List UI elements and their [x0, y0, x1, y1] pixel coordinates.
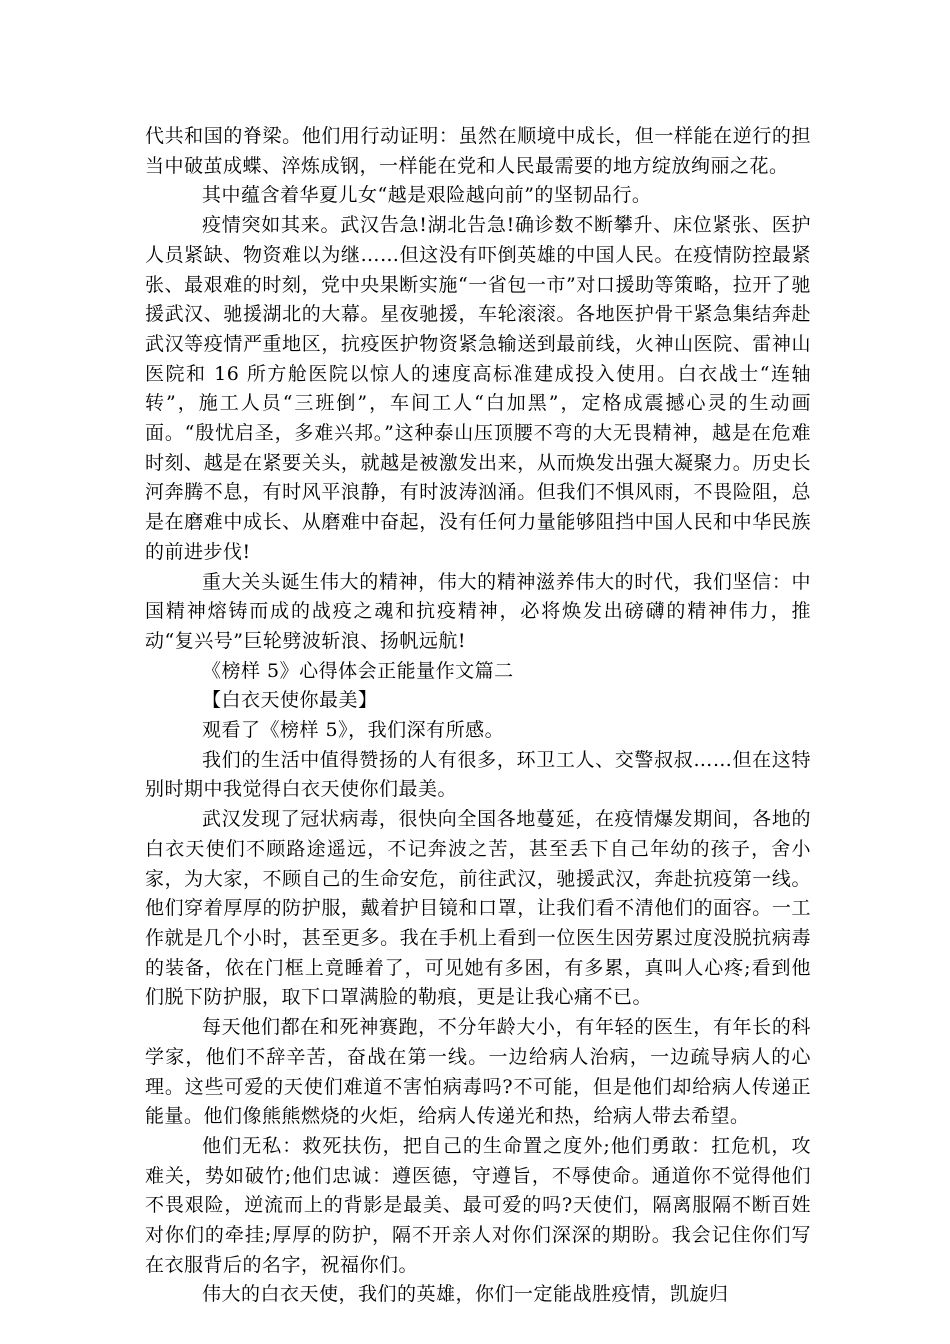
paragraph-8: 我们的生活中值得赞扬的人有很多，环卫工人、交警叔叔……但在这特别时期中我觉得白衣天使你们最美。 — [145, 748, 811, 801]
paragraph-9: 武汉发现了冠状病毒，很快向全国各地蔓延，在疫情爆发期间，各地的白衣天使们不顾路途遥远，不记奔波之苦，甚至丢下自己年幼的孩子，舍小家，为大家，不顾自己的生命安危，前往武汉，驰援武汉，奔赴抗疫第一线。他们穿着厚厚的防护服，戴着护目镜和口罩，让我们看不清他们的面容。一工作就是几个小时，甚至更多。我在手机上看到一位医生因劳累过度没脱抗病毒的装备，依在门框上竟睡着了，可见她有多困，有多累，真叫人心疼;看到他们脱下防护服，取下口罩满脸的勒痕，更是让我心痛不已。 — [145, 808, 811, 1009]
paragraph-2: 其中蕴含着华夏儿女“越是艰险越向前”的坚韧品行。 — [202, 184, 652, 207]
paragraph-1: 代共和国的脊梁。他们用行动证明：虽然在顺境中成长，但一样能在逆行的担当中破茧成蝶、淬炼成钢，一样能在党和人民最需要的地方绽放绚丽之花。 — [145, 125, 811, 177]
section-title: 《榜样 5》心得体会正能量作文篇二 — [202, 659, 514, 682]
document-body — [145, 122, 811, 1310]
paragraph-11: 他们无私：救死扶伤，把自己的生命置之度外;他们勇敢：扛危机，攻难关，势如破竹;他们忠诚：遵医德，守遵旨，不辱使命。通道你不觉得他们不畏艰险，逆流而上的背影是最美、最可爱的吗?天使们，隔离服隔不断百姓对你们的牵挂;厚厚的防护，隔不开亲人对你们深深的期盼。我会记住你们写在衣服背后的名字，祝福你们。 — [145, 1134, 811, 1276]
section-subtitle: 【白衣天使你最美】 — [202, 689, 378, 712]
paragraph-7: 观看了《榜样 5》，我们深有所感。 — [202, 719, 505, 742]
paragraph-12: 伟大的白衣天使，我们的英雄，你们一定能战胜疫情，凯旋归 — [202, 1283, 729, 1306]
paragraph-3: 疫情突如其来。武汉告急!湖北告急!确诊数不断攀升、床位紧张、医护人员紧缺、物资难以为继……但这没有吓倒英雄的中国人民。在疫情防控最紧张、最艰难的时刻，党中央果断实施“一省包一市”对口援助等策略，拉开了驰援武汉、驰援湖北的大幕。星夜驰援，车轮滚滚。各地医护骨干紧急集结奔赴武汉等疫情严重地区，抗疫医护物资紧急输送到最前线，火神山医院、雷神山医院和 16 所方舱医院以惊人的速度高标准建成投入使用。白衣战士“连轴转”，施工人员“三班倒”，车间工人“白加黑”，定格成震撼心灵的生动画面。“殷忧启圣，多难兴邦。”这种泰山压顶腰不弯的大无畏精神，越是在危难时刻、越是在紧要关头，就越是被激发出来，从而焕发出强大凝聚力。历史长河奔腾不息，有时风平浪静，有时波涛汹涌。但我们不惧风雨，不畏险阻，总是在磨难中成长、从磨难中奋起，没有任何力量能够阻挡中国人民和中华民族的前进步伐! — [145, 214, 811, 563]
paragraph-4: 重大关头诞生伟大的精神，伟大的精神滋养伟大的时代，我们坚信：中国精神熔铸而成的战疫之魂和抗疫精神，必将焕发出磅礴的精神伟力，推动“复兴号”巨轮劈波斩浪、扬帆远航! — [145, 570, 811, 652]
paragraph-10: 每天他们都在和死神赛跑，不分年龄大小，有年轻的医生，有年长的科学家，他们不辞辛苦，奋战在第一线。一边给病人治病，一边疏导病人的心理。这些可爱的天使们难道不害怕病毒吗?不可能，但是他们却给病人传递正能量。他们像熊熊燃烧的火炬，给病人传递光和热，给病人带去希望。 — [145, 1016, 811, 1128]
